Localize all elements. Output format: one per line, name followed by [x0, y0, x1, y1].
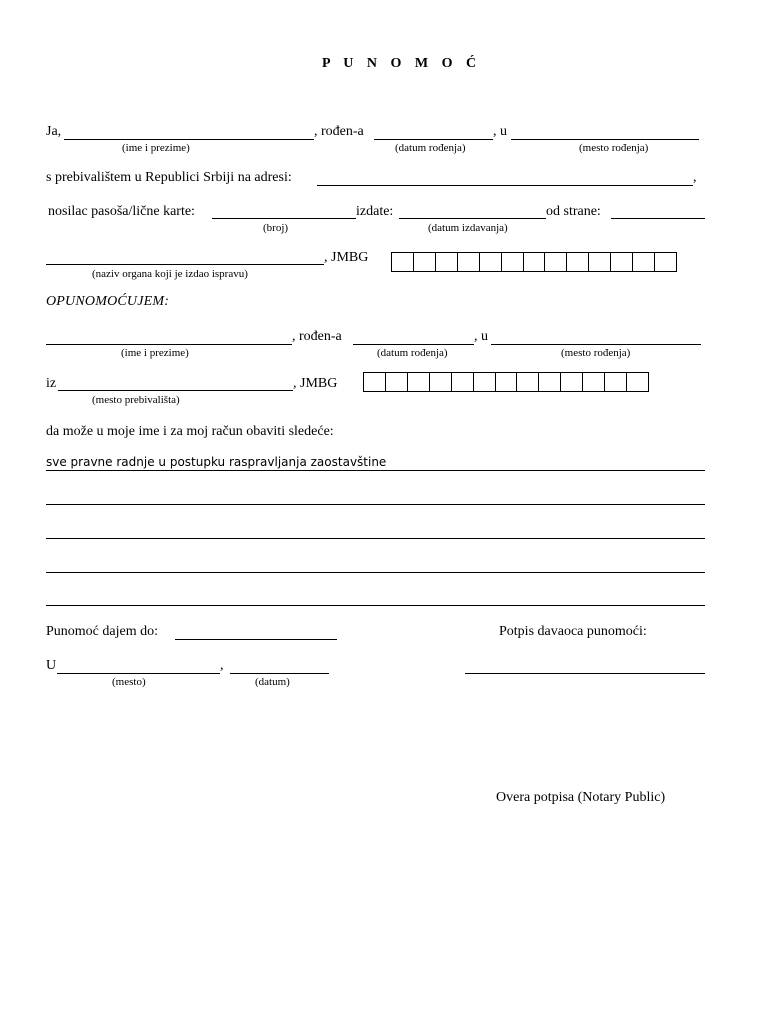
jmbg-cell[interactable] — [517, 373, 539, 391]
jmbg-cell[interactable] — [436, 253, 458, 271]
jmbg-cell[interactable] — [561, 373, 583, 391]
jmbg-cell[interactable] — [364, 373, 386, 391]
jmbg-cell[interactable] — [567, 253, 589, 271]
label-agent-born: , rođen-a — [292, 329, 342, 344]
field-agent-name[interactable] — [46, 344, 292, 345]
label-residence: s prebivalištem u Republici Srbiji na adresi: — [46, 170, 292, 185]
hint-agent-birth-date: (datum rođenja) — [377, 347, 448, 359]
label-valid-until: Punomoć dajem do: — [46, 624, 158, 639]
hint-place: (mesto) — [112, 676, 146, 688]
label-document-holder: nosilac pasoša/lične karte: — [48, 204, 195, 219]
jmbg-cell[interactable] — [474, 373, 496, 391]
label-iz: iz — [46, 376, 57, 391]
jmbg-cell[interactable] — [502, 253, 524, 271]
jmbg-cell[interactable] — [452, 373, 474, 391]
hint-agent-birth-place: (mesto rođenja) — [561, 347, 631, 359]
label-issued-by: od strane: — [546, 204, 601, 219]
jmbg-cell[interactable] — [458, 253, 480, 271]
hint-date: (datum) — [255, 676, 290, 688]
task-line-4[interactable] — [46, 572, 705, 573]
task-intro: da može u moje ime i za moj račun obaviti sledeće: — [46, 424, 334, 439]
task-line-2[interactable] — [46, 504, 705, 505]
field-birth-place[interactable] — [511, 139, 699, 140]
field-birth-date[interactable] — [374, 139, 493, 140]
label-place-u: U — [46, 658, 57, 673]
jmbg-cell[interactable] — [583, 373, 605, 391]
document-title: P U N O M O Ć — [322, 56, 482, 71]
label-authorize: OPUNOMOĆUJEM: — [46, 294, 170, 309]
task-line-1[interactable] — [46, 470, 705, 471]
jmbg-cell[interactable] — [408, 373, 430, 391]
label-jmbg-2: , JMBG — [293, 376, 338, 391]
jmbg-cell[interactable] — [539, 373, 561, 391]
hint-document-number: (broj) — [263, 222, 289, 234]
field-agent-birth-date[interactable] — [353, 344, 474, 345]
task-text: sve pravne radnje u postupku raspravljanja zaostavštine — [46, 455, 387, 469]
field-document-number[interactable] — [212, 218, 356, 219]
jmbg-cell[interactable] — [655, 253, 677, 271]
hint-birth-date: (datum rođenja) — [395, 142, 466, 154]
field-date[interactable] — [230, 673, 329, 674]
label-issued: izdate: — [356, 204, 394, 219]
jmbg-cell[interactable] — [392, 253, 414, 271]
field-signature[interactable] — [465, 673, 705, 674]
jmbg-grid-principal[interactable] — [391, 252, 677, 272]
jmbg-cell[interactable] — [496, 373, 518, 391]
task-line-3[interactable] — [46, 538, 705, 539]
field-issuer-short[interactable] — [611, 218, 705, 219]
jmbg-cell[interactable] — [633, 253, 655, 271]
label-agent-u: , u — [474, 329, 488, 344]
label-comma: , — [693, 170, 697, 185]
hint-agent-name: (ime i prezime) — [121, 347, 189, 359]
jmbg-cell[interactable] — [480, 253, 502, 271]
label-ja: Ja, — [46, 124, 62, 139]
field-full-name[interactable] — [64, 139, 314, 140]
field-valid-until[interactable] — [175, 639, 337, 640]
jmbg-cell[interactable] — [414, 253, 436, 271]
field-issuing-authority[interactable] — [46, 264, 324, 265]
jmbg-grid-agent[interactable] — [363, 372, 649, 392]
field-address[interactable] — [317, 185, 693, 186]
hint-agent-residence: (mesto prebivališta) — [92, 394, 180, 406]
notary-label: Overa potpisa (Notary Public) — [496, 790, 666, 805]
label-born: , rođen-a — [314, 124, 364, 139]
field-issue-date[interactable] — [399, 218, 546, 219]
hint-issue-date: (datum izdavanja) — [428, 222, 508, 234]
jmbg-cell[interactable] — [545, 253, 567, 271]
hint-issuing-authority: (naziv organa koji je izdao ispravu) — [92, 268, 248, 280]
label-place-comma: , — [220, 658, 224, 673]
label-signature: Potpis davaoca punomoći: — [499, 624, 647, 639]
jmbg-cell[interactable] — [524, 253, 546, 271]
jmbg-cell[interactable] — [611, 253, 633, 271]
field-agent-residence[interactable] — [58, 390, 293, 391]
hint-birth-place: (mesto rođenja) — [579, 142, 649, 154]
field-place[interactable] — [57, 673, 220, 674]
jmbg-cell[interactable] — [430, 373, 452, 391]
hint-name: (ime i prezime) — [122, 142, 190, 154]
jmbg-cell[interactable] — [627, 373, 649, 391]
label-jmbg-1: , JMBG — [324, 250, 369, 265]
label-u: , u — [493, 124, 507, 139]
task-line-5[interactable] — [46, 605, 705, 606]
jmbg-cell[interactable] — [589, 253, 611, 271]
jmbg-cell[interactable] — [605, 373, 627, 391]
field-agent-birth-place[interactable] — [491, 344, 701, 345]
jmbg-cell[interactable] — [386, 373, 408, 391]
